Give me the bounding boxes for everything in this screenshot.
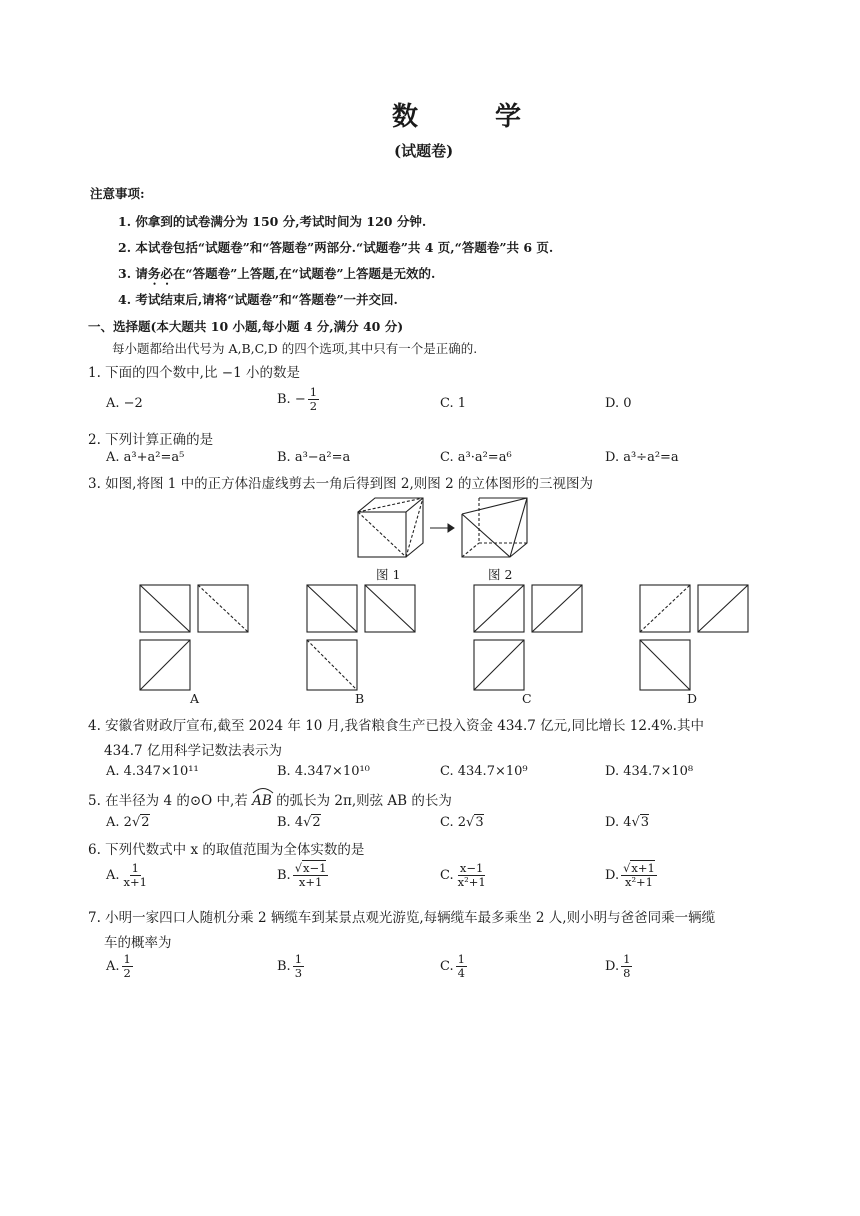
q7-option-a: A. $\frac{1}{2}$	[106, 952, 131, 981]
q2-option-b: B. a³−a²=a	[277, 450, 351, 465]
q3-fig1-label: 图 1	[376, 567, 401, 582]
q2-stem: 2. 下列计算正确的是	[88, 432, 214, 448]
q1-option-b-num: 1	[309, 385, 318, 399]
q7-option-b: B. $\frac{1}{3}$	[277, 952, 303, 981]
notes-item-4: 4. 考试结束后,请将“试题卷”和“答题卷”一并交回.	[118, 292, 398, 307]
q1-option-a: A. −2	[106, 396, 143, 411]
q3-label-d: D	[687, 691, 698, 706]
q3-option-d-views	[638, 583, 753, 693]
q3-label-b: B	[355, 691, 365, 706]
q1-option-d: D. 0	[605, 396, 632, 411]
q4-option-c: C. 434.7×10⁹	[440, 764, 528, 779]
q3-option-b-views	[305, 583, 420, 693]
q4-option-a: A. 4.347×10¹¹	[106, 764, 199, 779]
q1-option-c: C. 1	[440, 396, 467, 411]
q3-option-a-views	[138, 583, 253, 693]
q6-option-d: D. $\frac{√x+1}{\text{x²+1}}$	[605, 861, 655, 890]
q4-stem-line2: 434.7 亿用科学记数法表示为	[104, 743, 282, 759]
q1-option-b-prefix: B. −	[277, 392, 306, 408]
fig1-cube	[358, 498, 423, 557]
notes-item-2: 2. 本试卷包括“试题卷”和“答题卷”两部分.“试题卷”共 4 页,“答题卷”共 6 页.	[118, 240, 554, 255]
page-subtitle: (试题卷)	[394, 142, 454, 160]
page-title: 数 学	[392, 102, 556, 132]
q3-label-a: A	[190, 691, 200, 706]
q7-stem-line2: 车的概率为	[104, 935, 172, 951]
q5-option-c: C. 2√3	[440, 815, 484, 830]
q6-option-c: C. $\frac{x-1}{\text{x²+1}}$	[440, 861, 486, 890]
q1-stem: 1. 下面的四个数中,比 −1 小的数是	[88, 365, 300, 381]
q2-option-d: D. a³÷a²=a	[605, 450, 679, 465]
notes-heading: 注意事项:	[90, 186, 145, 201]
q1-option-b	[277, 386, 319, 413]
q6-option-a: A. $\frac{1}{x+1}$	[106, 861, 147, 890]
q2-option-c: C. a³·a²=a⁶	[440, 450, 512, 465]
q4-option-d: D. 434.7×10⁸	[605, 764, 694, 779]
q6-option-b: B. $\frac{√x-1}{x+1}$	[277, 861, 327, 890]
q4-stem-line1: 4. 安徽省财政厅宣布,截至 2024 年 10 月,我省粮食生产已投入资金 434.7 亿元,同比增长 12.4%.其中	[88, 718, 704, 734]
q5-arc: AB	[252, 793, 272, 809]
q3-cube-figures	[350, 492, 550, 562]
q5-option-d: D. 4√3	[605, 815, 650, 830]
arrow-icon	[430, 524, 454, 532]
q3-fig2-label: 图 2	[488, 567, 513, 582]
q1-option-b-den: 2	[309, 399, 318, 414]
q3-stem: 3. 如图,将图 1 中的正方体沿虚线剪去一角后得到图 2,则图 2 的立体图形的三视图为	[88, 476, 593, 492]
q3-option-c-views	[472, 583, 587, 693]
q5-stem-pre: 5. 在半径为 4 的⊙O 中,若	[88, 793, 253, 809]
section-heading: 一、选择题(本大题共 10 小题,每小题 4 分,满分 40 分)	[88, 319, 404, 334]
q5-option-b: B. 4√2	[277, 815, 321, 830]
q5-option-a: A. 2√2	[106, 815, 150, 830]
q7-option-d: D. $\frac{1}{8}$	[605, 952, 631, 981]
section-instruction: 每小题都给出代号为 A,B,C,D 的四个选项,其中只有一个是正确的.	[112, 341, 478, 356]
notes-item-1: 1. 你拿到的试卷满分为 150 分,考试时间为 120 分钟.	[118, 214, 427, 229]
q6-stem: 6. 下列代数式中 x 的取值范围为全体实数的是	[88, 842, 365, 858]
notes-item-3: 3. 请务必在“答题卷”上答题,在“试题卷”上答题是无效的.	[118, 266, 436, 281]
q5-stem-post: 的弧长为 2π,则弦 AB 的长为	[271, 793, 452, 809]
q5-stem	[88, 789, 452, 809]
arc-mark-icon	[252, 786, 274, 794]
q7-stem-line1: 7. 小明一家四口人随机分乘 2 辆缆车到某景点观光游览,每辆缆车最多乘坐 2 人,则小明与爸爸同乘一辆缆	[88, 910, 716, 926]
q7-option-c: C. $\frac{1}{4}$	[440, 952, 465, 981]
q4-option-b: B. 4.347×10¹⁰	[277, 764, 370, 779]
fig2-cube	[462, 498, 527, 557]
q3-label-c: C	[522, 691, 532, 706]
q2-option-a: A. a³+a²=a⁵	[106, 450, 185, 465]
